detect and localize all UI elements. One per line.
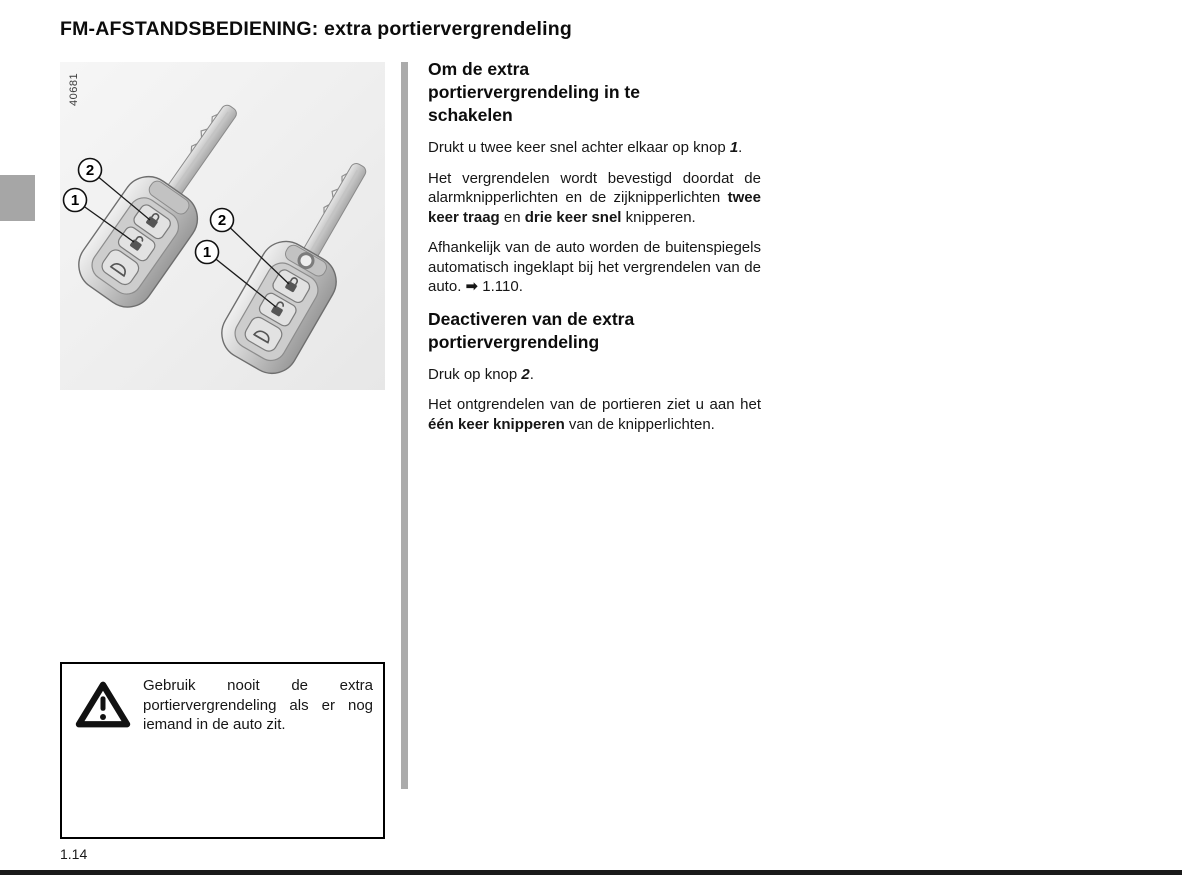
- text-run: van de knipperlichten.: [564, 415, 715, 433]
- key-1: [69, 85, 265, 318]
- emphasis-text: twee keer traag: [428, 189, 761, 226]
- text-run: knipperen.: [621, 208, 696, 226]
- section1-heading: [428, 58, 761, 127]
- text-run: Het vergrendelen wordt bevestigd doordat de alarmknipperlichten en de zijknipperlichten: [428, 169, 761, 206]
- warning-triangle-icon: [74, 679, 132, 731]
- text-run: .: [529, 365, 534, 383]
- text-run: Druk op knop: [428, 365, 522, 383]
- section1-paragraph3: [428, 238, 761, 297]
- section1-paragraph2: [428, 169, 761, 228]
- text-run: Het ontgrendelen van de portieren ziet u aan het: [428, 396, 761, 413]
- key-2: [212, 145, 385, 382]
- heading-line: Om de extra: [428, 59, 530, 79]
- heading-line: schakelen: [428, 105, 513, 125]
- text-run: Drukt u twee keer snel achter elkaar op knop: [428, 139, 730, 156]
- heading-line: portiervergrendeling: [428, 331, 600, 352]
- emphasis-text: drie keer snel: [524, 208, 622, 226]
- page-bottom-edge: [0, 870, 1182, 875]
- content-column: [428, 58, 761, 445]
- button-number-ref: 1: [729, 139, 739, 156]
- text-run: Afhankelijk van de auto worden de buitenspiegels automatisch ingeklapt bij het vergrendelen van de auto.: [428, 239, 761, 295]
- flip-key-illustration: [60, 62, 385, 390]
- button-number-ref: 2: [521, 365, 530, 383]
- callout-key1-button1: 1: [70, 192, 80, 209]
- warning-box: [60, 662, 385, 839]
- section-edge-tab: [0, 175, 35, 221]
- callout-key2-button1: 1: [202, 244, 212, 261]
- heading-line: Deactiveren van de extra: [428, 308, 635, 329]
- callout-key1-button2: 2: [85, 162, 95, 179]
- cross-reference-arrow-icon: ➡: [465, 278, 479, 295]
- page-title: FM-AFSTANDSBEDIENING: extra portiervergrendeling: [60, 18, 572, 40]
- warning-text: Gebruik nooit de extra portiervergrendeling als er nog iemand in de auto zit.: [143, 677, 373, 733]
- cross-reference-page: 1.110.: [478, 278, 523, 295]
- key-figure: [60, 62, 385, 390]
- section2-paragraph1: [428, 365, 761, 385]
- section1-paragraph1: [428, 138, 761, 158]
- section2-paragraph2: [428, 395, 761, 434]
- page-number: 1.14: [60, 846, 88, 862]
- section2-heading: [428, 308, 761, 354]
- emphasis-text: één keer knipperen: [428, 415, 565, 433]
- figure-reference-number: 40681: [68, 72, 80, 106]
- text-run: en: [499, 208, 525, 226]
- callout-key2-button2: 2: [217, 212, 227, 229]
- text-run: .: [738, 139, 743, 156]
- heading-line: portiervergrendeling in te: [428, 82, 640, 102]
- column-divider: [401, 62, 408, 789]
